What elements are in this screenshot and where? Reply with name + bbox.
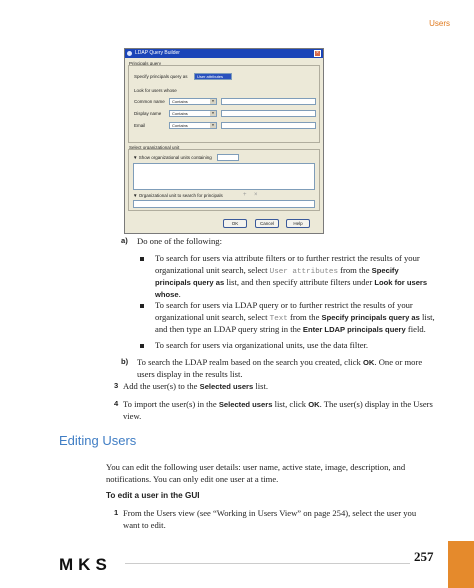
section-paragraph-line-2: notifications. You can only edit one user at a time. — [106, 474, 279, 484]
ui-term: whose — [155, 290, 179, 299]
mks-logo: MKS — [59, 555, 112, 574]
search-org-label[interactable]: ▼ Organizational unit to search for principals — [133, 193, 223, 198]
ui-term: OK — [363, 358, 375, 367]
step-4-line-2: view. — [123, 411, 142, 421]
step-a-text: Do one of the following: — [137, 236, 222, 246]
ui-term: Look for users — [374, 278, 428, 287]
code: User attributes — [269, 268, 338, 276]
bullet — [140, 304, 144, 308]
step-1-line-2: want to edit. — [123, 520, 166, 530]
remove-icon[interactable]: × — [254, 192, 258, 198]
chevron-down-icon: ▼ — [211, 99, 215, 103]
section-heading: Editing Users — [59, 433, 137, 448]
bullet — [140, 344, 144, 348]
text: . One or more — [374, 357, 423, 367]
help-button[interactable]: Help — [286, 219, 310, 228]
text: . — [178, 289, 181, 299]
ui-term: Selected users — [199, 382, 254, 391]
ui-term: principals query as — [155, 278, 225, 287]
text: . The user(s) display in the Users — [319, 399, 433, 409]
footer-rule — [125, 563, 410, 564]
org-filter-input[interactable] — [217, 154, 239, 161]
field-label: Email — [134, 123, 146, 128]
display-name-input[interactable] — [221, 110, 316, 117]
principals-group-label: Principals query — [129, 61, 162, 66]
section-paragraph-line-1: You can edit the following user details: user name, active state, image, description, and — [106, 462, 406, 472]
bullet-2-line-3 — [155, 323, 426, 336]
specify-query-select[interactable] — [194, 73, 232, 80]
ui-term: Specify principals query as — [321, 313, 420, 322]
page-number: 257 — [414, 549, 434, 564]
step-4-number: 4 — [114, 399, 119, 408]
specify-query-value: User attributes — [197, 74, 224, 79]
show-org-label[interactable]: ▼ Show organizational units containing — [133, 155, 212, 160]
org-tree[interactable] — [133, 163, 315, 190]
common-name-input[interactable] — [221, 98, 316, 105]
bullet-2-line-1: To search for users via LDAP query or to further restrict the results of your — [155, 300, 413, 310]
ui-term: Selected users — [218, 400, 273, 409]
operator-value: Contains — [172, 99, 188, 104]
step-3-text — [123, 380, 268, 393]
operator-select[interactable] — [169, 122, 217, 129]
email-input[interactable] — [221, 122, 316, 129]
cancel-button[interactable]: Cancel — [255, 219, 279, 228]
step-1-number: 1 — [114, 508, 119, 517]
ok-button[interactable]: OK — [223, 219, 247, 228]
ldap-query-builder-dialog — [124, 48, 324, 234]
text: from the — [340, 265, 370, 275]
text: Add the user(s) to the — [123, 381, 198, 391]
step-b-line-2: users display in the results list. — [137, 369, 243, 379]
step-a-marker: a) — [121, 236, 128, 245]
operator-select[interactable] — [169, 110, 217, 117]
field-label: Display name — [134, 111, 162, 116]
close-icon[interactable]: × — [314, 50, 321, 57]
add-icon[interactable]: + — [243, 192, 247, 198]
step-1-line-1: From the Users view (see “Working in Users View” on page 254), select the user you — [123, 508, 417, 518]
operator-value: Contains — [172, 123, 188, 128]
footer-accent-bar — [448, 541, 474, 588]
ui-term: Enter LDAP principals query — [302, 325, 406, 334]
operator-value: Contains — [172, 111, 188, 116]
chevron-down-icon: ▼ — [211, 123, 215, 127]
text: organizational unit search, select — [155, 312, 268, 322]
look-for-label: Look for users whose — [134, 88, 177, 93]
ui-term: OK — [308, 400, 320, 409]
bullet-1-line-1: To search for users via attribute filters or to further restrict the results of your — [155, 253, 420, 263]
text: To search the LDAP realm based on the search you created, click — [137, 357, 361, 367]
text: and then type an LDAP query string in the — [155, 324, 301, 334]
org-group-label: Select organizational unit — [129, 145, 180, 150]
field-label: Common name — [134, 99, 165, 104]
text: field. — [407, 324, 426, 334]
show-org-text: Show organizational units containing — [138, 155, 212, 160]
dialog-title: LDAP Query Builder — [135, 50, 180, 56]
bullet — [140, 257, 144, 261]
text: organizational unit search, select — [155, 265, 268, 275]
specify-query-label: Specify principals query as — [134, 74, 188, 79]
running-header: Users — [429, 19, 450, 28]
step-3-number: 3 — [114, 381, 119, 390]
ui-term: Specify — [371, 266, 399, 275]
search-org-text: Organizational unit to search for principals — [138, 193, 223, 198]
text: list. — [255, 381, 269, 391]
operator-select[interactable] — [169, 98, 217, 105]
step-b-marker: b) — [121, 357, 129, 366]
text: list, click — [274, 399, 307, 409]
text: list, and then specify attribute filters under — [226, 277, 373, 287]
bullet-1-line-3 — [155, 276, 427, 289]
step-4-line-1 — [123, 398, 433, 411]
search-org-list[interactable] — [133, 200, 315, 208]
procedure-heading: To edit a user in the GUI — [106, 491, 200, 500]
text: To import the user(s) in the — [123, 399, 217, 409]
bullet-3: To search for users via organizational units, use the data filter. — [155, 340, 369, 350]
dialog-titlebar — [125, 49, 323, 58]
code: Text — [269, 315, 288, 323]
text: from the — [290, 312, 320, 322]
text: list, — [422, 312, 435, 322]
chevron-down-icon: ▼ — [211, 111, 215, 115]
app-icon — [127, 51, 132, 56]
